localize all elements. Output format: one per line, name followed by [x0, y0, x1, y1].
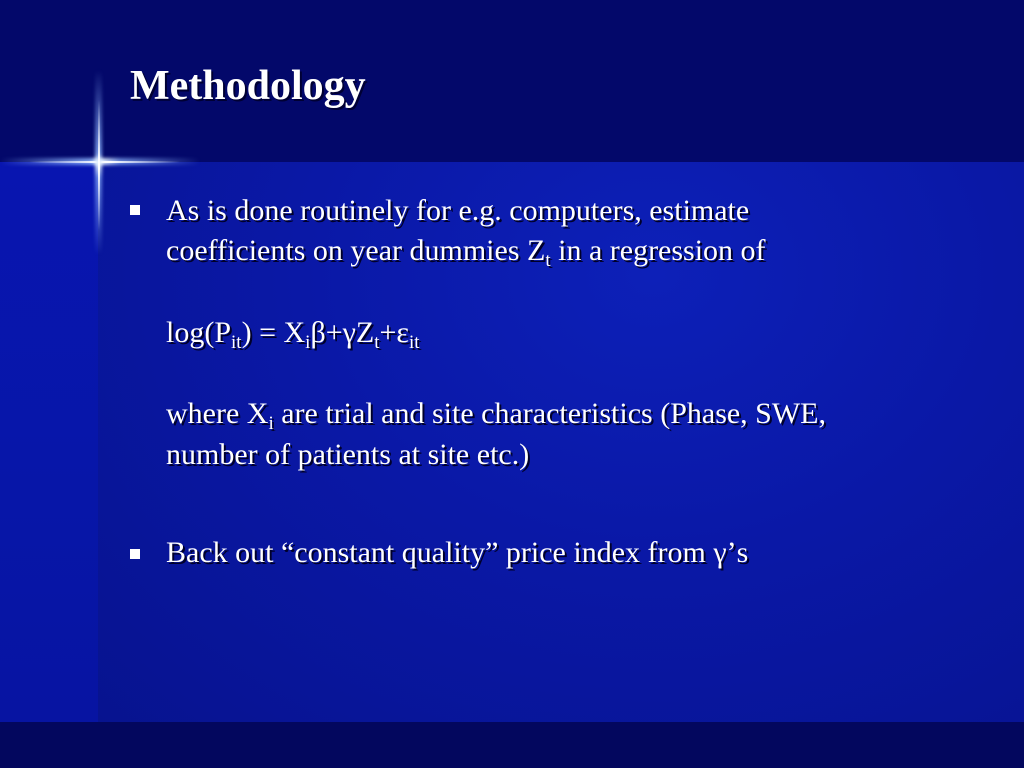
bullet-1-line-1: As is done routinely for e.g. computers, estimate	[166, 194, 750, 227]
bullet-2-line-1: Back out “constant quality” price index from γ’s	[166, 536, 749, 569]
formula-part-4: +ε	[379, 316, 410, 349]
where-line-1-tail: are trial and site characteristics (Phase, SWE,	[273, 397, 827, 430]
bullet-1-line-2-tail: in a regression of	[550, 234, 766, 267]
formula-part-3: β+γZ	[310, 316, 375, 349]
bullet-1-line-2-text: coefficients on year dummies Z	[166, 234, 546, 267]
subscript-t: t	[545, 250, 551, 271]
where-line-2: number of patients at site etc.)	[166, 438, 530, 471]
regression-formula	[166, 313, 420, 353]
formula-part-1: log(P	[166, 316, 232, 349]
light-flare-vertical-core	[98, 100, 100, 230]
light-flare-horizontal-core	[30, 161, 180, 163]
slide-title: Methodology	[130, 63, 366, 109]
bullet-marker-2	[130, 549, 140, 559]
formula-sub-it-1: it	[231, 332, 242, 353]
footer-band	[0, 722, 1024, 768]
formula-sub-t: t	[374, 332, 380, 353]
formula-sub-i: i	[305, 332, 311, 353]
bullet-marker-1	[130, 205, 140, 215]
where-line-1-text: where X	[166, 397, 269, 430]
bullet-1-line-2	[166, 231, 766, 271]
left-band	[0, 162, 98, 722]
formula-part-2: ) = X	[241, 316, 306, 349]
formula-sub-it-2: it	[409, 332, 420, 353]
where-line-1	[166, 394, 826, 434]
where-sub-i: i	[268, 413, 274, 434]
